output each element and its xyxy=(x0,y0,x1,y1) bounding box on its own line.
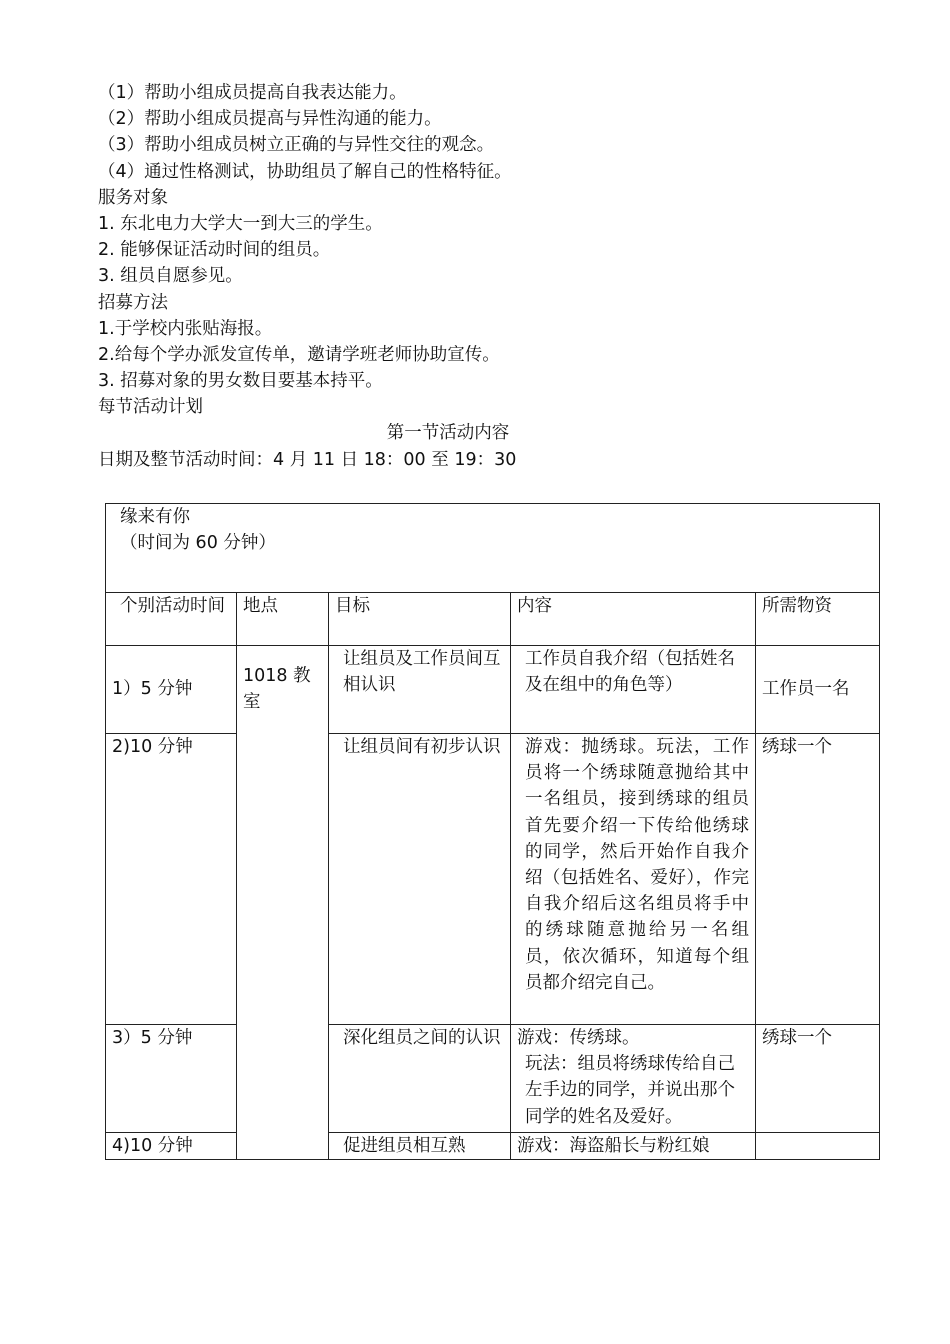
header-content: 内容 xyxy=(511,593,756,646)
recruit-heading: 招募方法 xyxy=(98,292,168,313)
text-block xyxy=(98,80,878,473)
header-place: 地点 xyxy=(237,593,329,646)
row-materials: 绣球一个 xyxy=(756,734,880,1025)
place-value: 1018 教室 xyxy=(243,666,311,713)
row-materials: 工作员一名 xyxy=(756,646,880,734)
service-item-3: 3. 组员自愿参见。 xyxy=(98,266,243,287)
plan-heading: 每节活动计划 xyxy=(98,397,203,418)
header-goal: 目标 xyxy=(329,593,511,646)
row-time: 4)10 分钟 xyxy=(106,1133,237,1160)
header-time: 个别活动时间 xyxy=(106,593,237,646)
row-materials: 绣球一个 xyxy=(756,1025,880,1133)
table-row xyxy=(106,734,880,1025)
goal-item-3: （3）帮助小组成员树立正确的与异性交往的观念。 xyxy=(98,135,495,156)
table-row xyxy=(106,1025,880,1133)
header-materials: 所需物资 xyxy=(756,593,880,646)
service-item-2: 2. 能够保证活动时间的组员。 xyxy=(98,240,331,261)
date-line: 日期及整节活动时间：4 月 11 日 18：00 至 19：30 xyxy=(98,449,517,470)
row-content-line-b: 玩法：组员将绣球传给自己左手边的同学，并说出那个同学的姓名及爱好。 xyxy=(525,1054,735,1127)
row-goal: 促进组员相互熟 xyxy=(329,1133,511,1160)
row-time: 2)10 分钟 xyxy=(106,734,237,1025)
service-heading: 服务对象 xyxy=(98,187,168,208)
place-cell xyxy=(237,646,329,1160)
row-goal: 让组员间有初步认识 xyxy=(329,734,511,1025)
row-goal: 深化组员之间的认识 xyxy=(329,1025,511,1133)
session-title: 第一节活动内容 xyxy=(386,423,510,444)
row-content: 游戏：抛绣球。玩法，工作员将一个绣球随意抛给其中一名组员，接到绣球的组员首先要介绍一下传给他绣球的同学，然后开始作自我介绍（包括姓名、爱好），作完自我介绍后这名组员将手中的绣球随意抛给另一名组员，依次循环，知道每个组员都介绍完自己。 xyxy=(511,734,756,1025)
goal-item-4: （4）通过性格测试，协助组员了解自己的性格特征。 xyxy=(98,161,512,182)
recruit-item-3: 3. 招募对象的男女数目要基本持平。 xyxy=(98,371,383,392)
table-row xyxy=(106,1133,880,1160)
table-title: 缘来有你 xyxy=(120,507,190,527)
row-time: 3）5 分钟 xyxy=(106,1025,237,1133)
row-materials xyxy=(756,1133,880,1160)
row-goal: 让组员及工作员间互相认识 xyxy=(329,646,511,734)
service-item-1: 1. 东北电力大学大一到大三的学生。 xyxy=(98,213,383,234)
table-row xyxy=(106,646,880,734)
table-subtitle: （时间为 60 分钟） xyxy=(120,533,276,554)
activity-table xyxy=(105,503,880,1160)
recruit-item-2: 2.给每个学办派发宣传单，邀请学班老师协助宣传。 xyxy=(98,344,500,365)
recruit-item-1: 1.于学校内张贴海报。 xyxy=(98,318,273,339)
row-time: 1）5 分钟 xyxy=(106,646,237,734)
table-title-cell xyxy=(106,504,880,593)
goal-item-1: （1）帮助小组成员提高自我表达能力。 xyxy=(98,83,407,103)
goal-item-2: （2）帮助小组成员提高与异性沟通的能力。 xyxy=(98,109,442,130)
row-content-line-a: 游戏：传绣球。 xyxy=(517,1028,640,1048)
row-content: 游戏：海盗船长与粉红娘 xyxy=(511,1133,756,1160)
row-content: 工作员自我介绍（包括姓名及在组中的角色等） xyxy=(511,646,756,734)
row-content xyxy=(511,1025,756,1133)
